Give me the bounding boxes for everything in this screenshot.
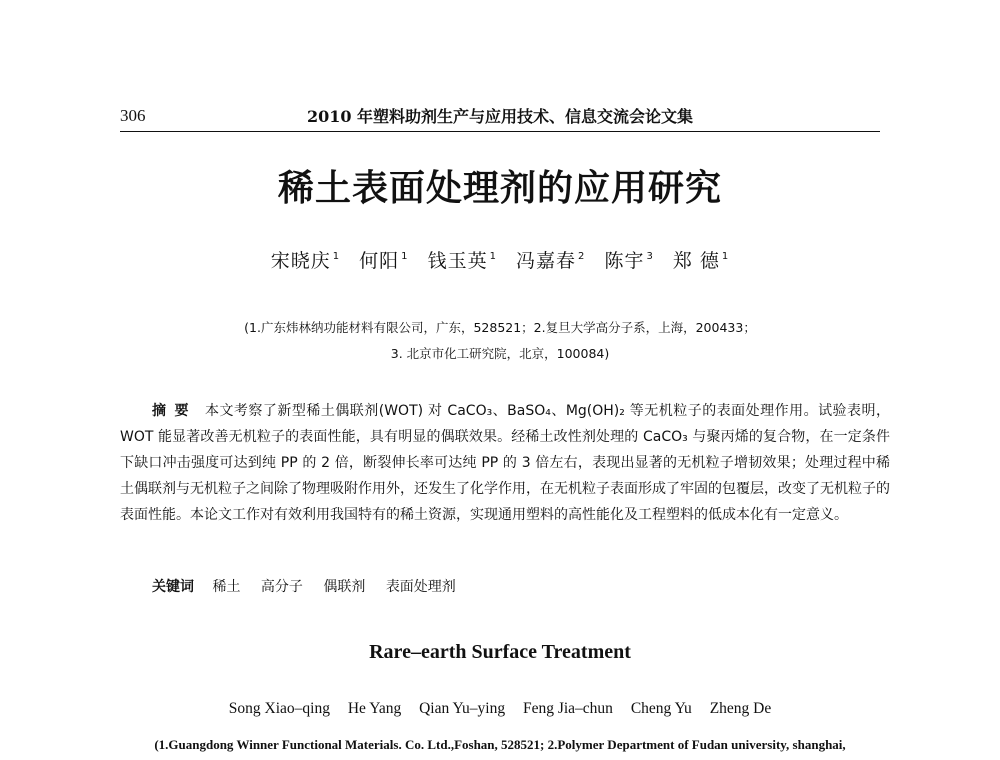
keyword: 稀土 [212, 579, 241, 595]
paper-title-zh: 稀土表面处理剂的应用研究 [277, 167, 722, 209]
keywords-label: 关键词 [152, 579, 194, 595]
author-zh: 陈宇 $^3$ [604, 250, 654, 272]
keyword: 高分子 [260, 579, 303, 595]
running-header-title: 2010 年塑料助剂生产与应用技术、信息交流会论文集 [306, 107, 694, 126]
page-number: 306 [120, 106, 146, 125]
affiliation-zh-line1: (1.广东炜林纳功能材料有限公司，广东，528521；2.复旦大学高分子系，上海，200433； [244, 320, 756, 335]
author-en: Feng Jia–chun [522, 700, 613, 717]
author-zh: 宋晓庆 $^1$ [270, 250, 341, 272]
affiliation-en-line1: (1.Guangdong Winner Functional Materials. Co. Ltd.,Foshan, 528521; 2.Polymer Department of Fudan university, shanghai, [154, 737, 846, 752]
author-en: Qian Yu–ying [419, 700, 506, 717]
author-en: Zheng De [709, 700, 772, 717]
abstract-paragraph [120, 398, 890, 528]
abstract-text: 本文考察了新型稀土偶联剂(WOT) 对 CaCO₃、BaSO₄、Mg(OH)₂ 等无机粒子的表面处理作用。试验表明，WOT 能显著改善无机粒子的表面性能，具有明显的偶联效果。经稀土改性剂处理的 CaCO₃ 与聚丙烯的复合物，在一定条件下缺口冲击强度可达到纯 PP 的 2 倍，断裂伸长率可达纯 PP 的 3 倍左右，表现出显著的无机粒子增韧效果；处理过程中稀土偶联剂与无机粒子之间除了物理吸附作用外，还发生了化学作用，在无机粒子表面形成了牢固的包覆层，改变了无机粒子的表面性能。本论文工作对有效利用我国特有的稀土资源，实现通用塑料的高性能化及工程塑料的低成本化有一定意义。 [120, 403, 891, 523]
keywords-zh [152, 576, 472, 596]
author-zh: 郑 德 $^1$ [672, 250, 730, 272]
paper-title-en: Rare–earth Surface Treatment [369, 641, 631, 663]
author-list-en [0, 700, 1000, 718]
author-list-zh [0, 246, 1000, 273]
author-zh: 冯嘉春 $^2$ [516, 250, 586, 272]
author-en: He Yang [347, 700, 402, 717]
author-en: Song Xiao–qing [228, 700, 330, 717]
header-rule [120, 131, 880, 132]
abstract-zh [120, 398, 890, 528]
keyword: 偶联剂 [323, 579, 366, 595]
keyword: 表面处理剂 [385, 579, 456, 595]
author-zh: 钱玉英 $^1$ [427, 250, 497, 272]
abstract-label: 摘要 [152, 403, 197, 419]
affiliation-zh-line2: 3. 北京市化工研究院，北京，100084) [390, 346, 610, 361]
author-zh: 何阳 $^1$ [359, 250, 409, 272]
author-en: Cheng Yu [630, 700, 692, 717]
